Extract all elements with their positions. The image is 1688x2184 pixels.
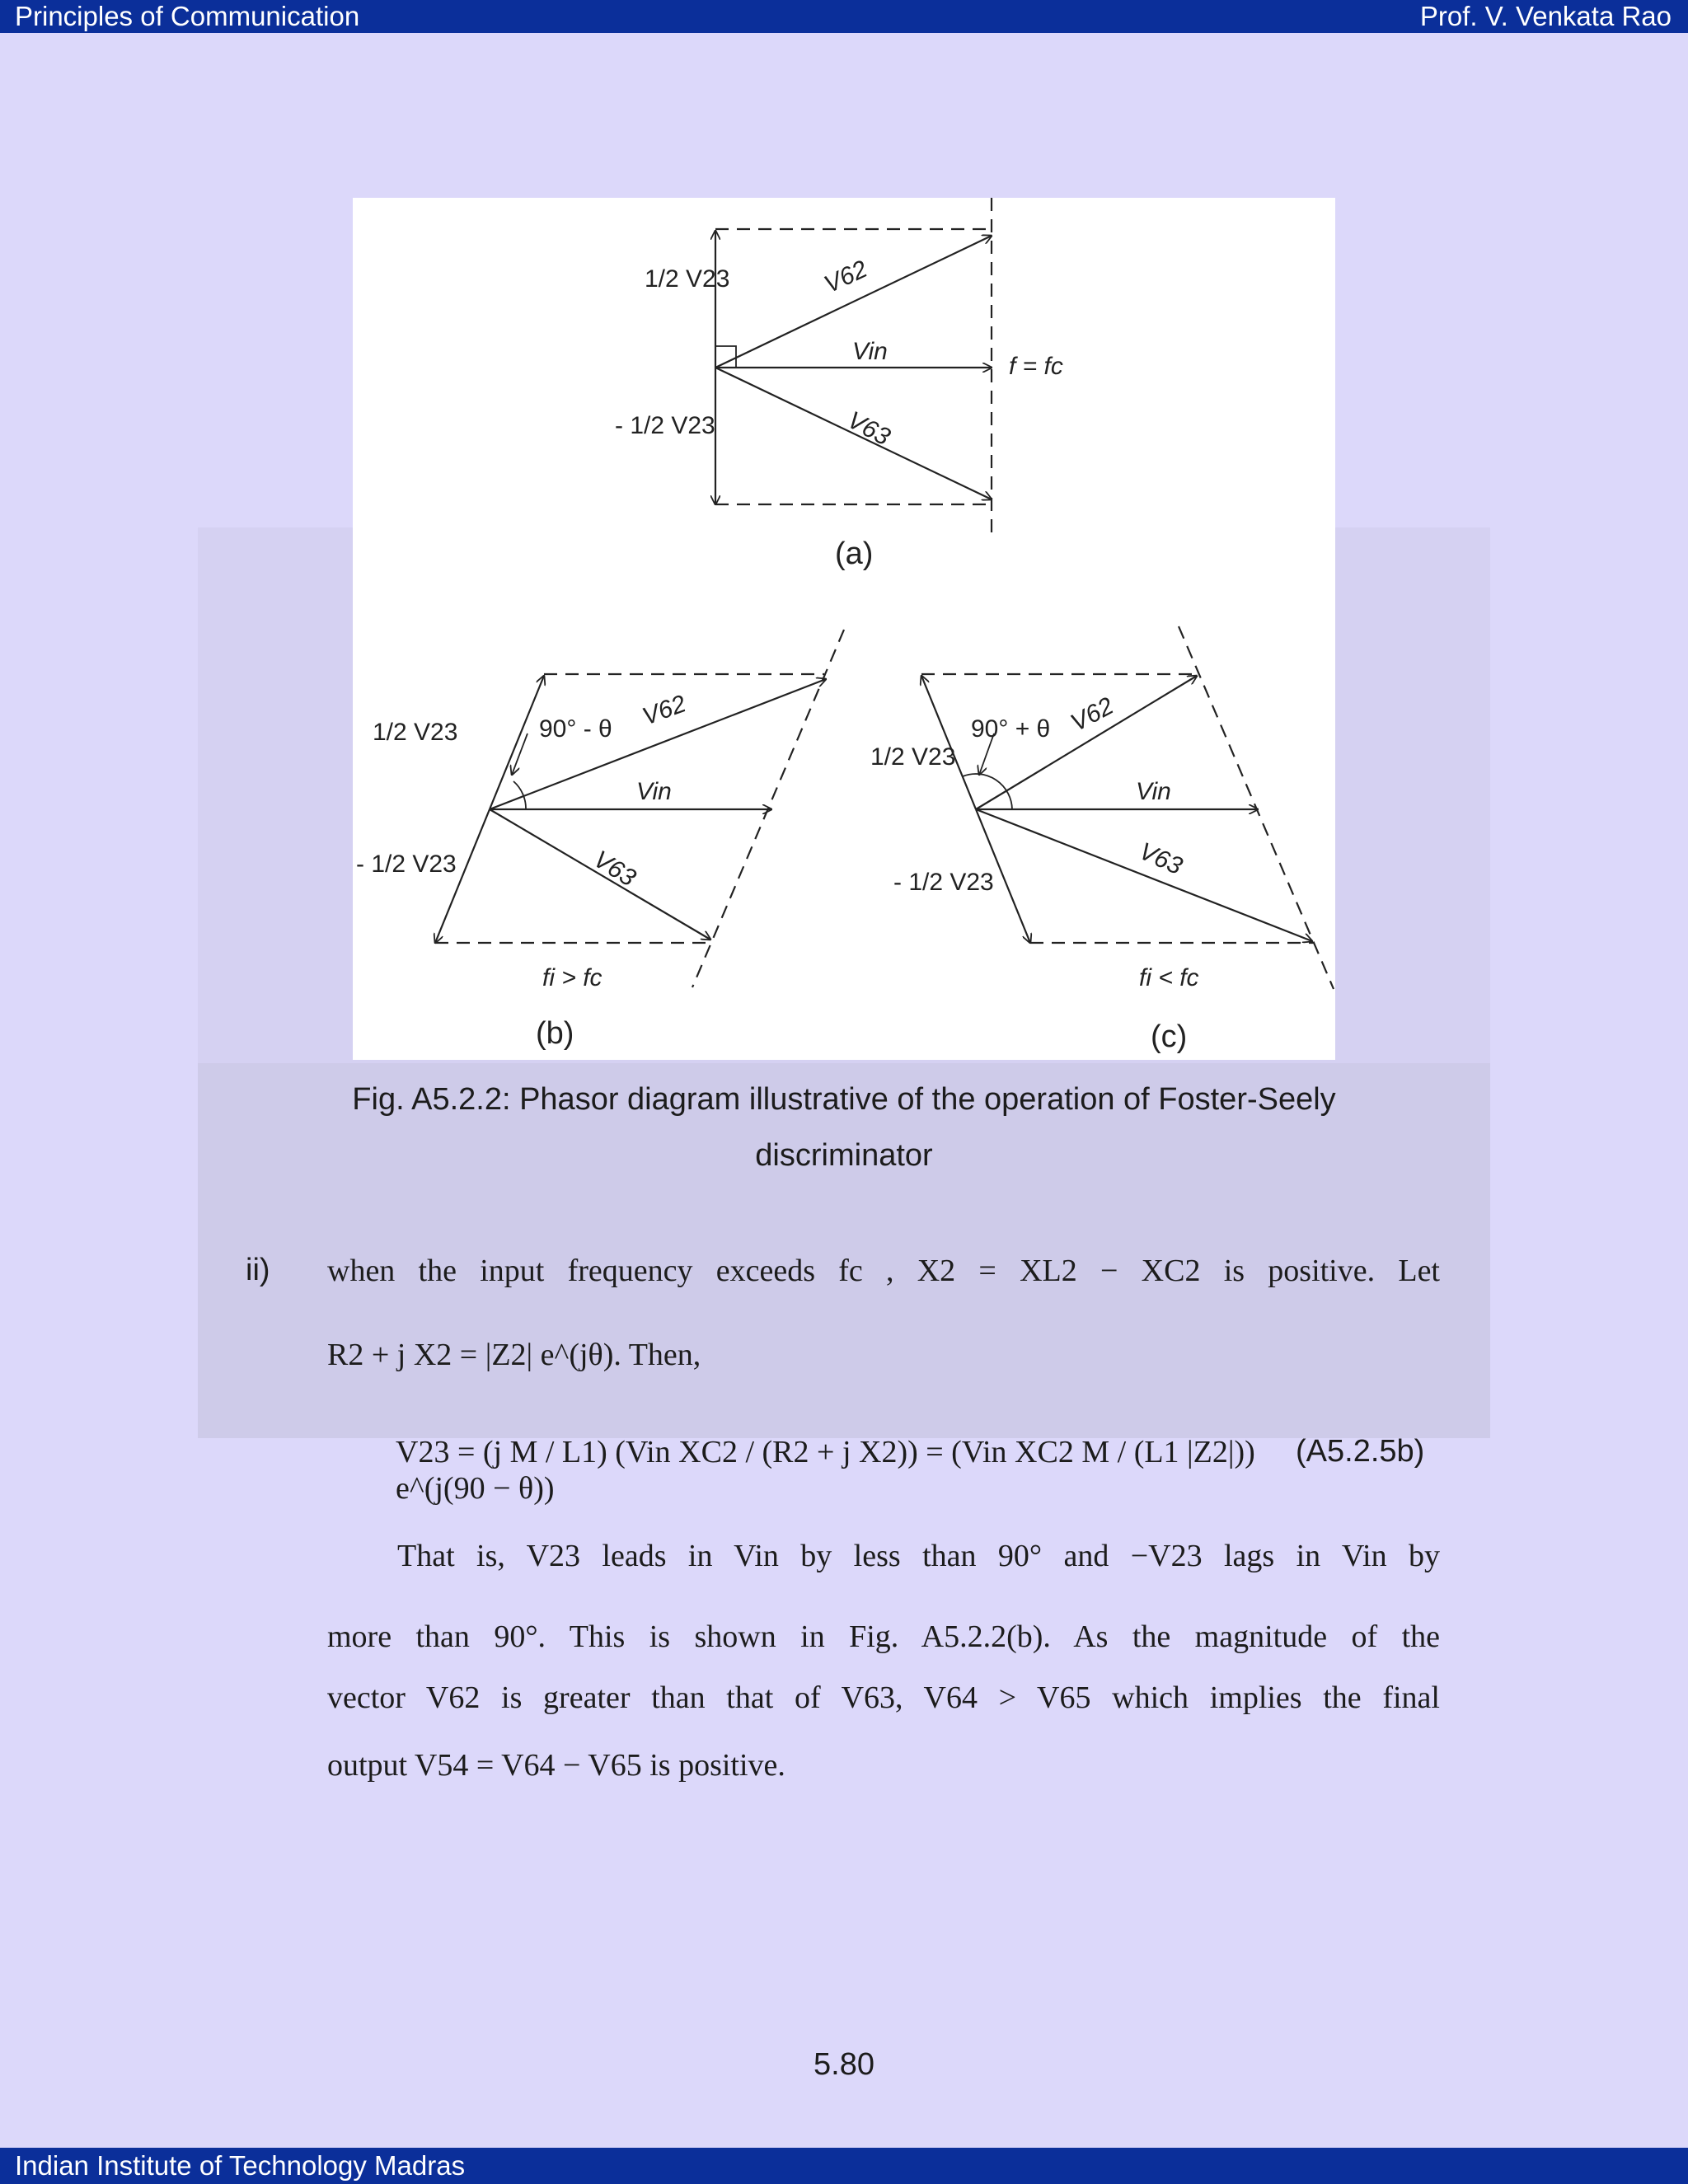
panel-a-right-angle	[715, 346, 736, 368]
panel-c-v62-label: V62	[1066, 691, 1118, 738]
panel-c-neg-half-v23-label: - 1/2 V23	[893, 869, 994, 896]
panel-c-slant-dashed	[1179, 626, 1334, 989]
institution-name: Indian Institute of Technology Madras	[15, 2150, 466, 2181]
paragraph-line1: That is, V23 leads in Vin by less than 90° and −V23 lags in Vin by	[397, 1539, 1440, 1573]
figure-caption-line2: discriminator	[755, 1138, 933, 1173]
panel-b-v62-label: V62	[639, 690, 690, 731]
panel-a-diagram	[715, 198, 992, 536]
panel-c-v63-label: V63	[1135, 837, 1187, 881]
panel-b-angle-label: 90° - θ	[539, 715, 612, 743]
panel-b-half-v23-label: 1/2 V23	[373, 719, 458, 746]
panel-a-v63-label: V63	[842, 406, 895, 452]
panel-a-half-v23-label: 1/2 V23	[645, 265, 730, 293]
panel-a-neg-half-v23-label: - 1/2 V23	[615, 412, 715, 439]
author-name: Prof. V. Venkata Rao	[1419, 1, 1672, 31]
body-line2: R2 + j X2 = |Z2| e^(jθ). Then,	[327, 1338, 701, 1372]
panel-c-v63-arrow	[976, 809, 1312, 941]
paragraph-line4: output V54 = V64 − V65 is positive.	[327, 1748, 785, 1783]
panel-b-neg-half-v23-label: - 1/2 V23	[356, 851, 457, 878]
panel-b-label: (b)	[536, 1016, 574, 1051]
panel-a-vin-label: Vin	[852, 338, 888, 365]
panel-b-condition: fi > fc	[542, 964, 603, 991]
panel-c-half-v23-arrow	[921, 676, 976, 809]
paragraph-line2: more than 90°. This is shown in Fig. A5.2.2(b). As the magnitude of the	[327, 1619, 1440, 1654]
panel-c-condition: fi < fc	[1139, 964, 1199, 991]
equation-a5-2-5b: V23 = (j M / L1) (Vin XC2 / (R2 + j X2)) = (Vin XC2 M / (L1 |Z2|)) e^(j(90 − θ))	[396, 1435, 1255, 1506]
panel-c-vin-label: Vin	[1136, 778, 1171, 805]
panel-b-diagram	[435, 630, 844, 987]
panel-c-diagram	[921, 626, 1334, 989]
panel-b-half-v23-arrow	[490, 676, 544, 809]
equation-number: (A5.2.5b)	[1296, 1434, 1425, 1469]
course-title: Principles of Communication	[15, 1, 360, 31]
panel-b-vin-label: Vin	[636, 778, 672, 805]
figure-caption-line1: Fig. A5.2.2: Phasor diagram illustrative of the operation of Foster-Seely	[352, 1082, 1336, 1117]
phasor-figure	[353, 198, 1335, 1060]
panel-c-half-v23-label: 1/2 V23	[870, 743, 956, 771]
footer-bar	[0, 2148, 1688, 2184]
paragraph-line3: vector V62 is greater than that of V63, V64 > V65 which implies the final	[327, 1680, 1440, 1715]
panel-a-condition: f = fc	[1009, 353, 1063, 380]
page-number: 5.80	[814, 2047, 874, 2082]
panel-a-v62-label: V62	[820, 255, 872, 299]
panel-c-angle-label: 90° + θ	[971, 715, 1051, 743]
header-bar	[0, 0, 1688, 33]
panel-a-label: (a)	[835, 537, 874, 571]
panel-b-angle-pointer	[512, 733, 528, 775]
list-item-number: ii)	[246, 1253, 270, 1287]
panel-c-label: (c)	[1151, 1019, 1188, 1054]
panel-b-angle-arc	[513, 781, 526, 809]
body-line1: when the input frequency exceeds fc , X2 = XL2 − XC2 is positive. Let	[327, 1254, 1440, 1288]
phasor-diagram-svg	[353, 198, 1335, 1060]
panel-b-v63-label: V63	[588, 845, 641, 893]
